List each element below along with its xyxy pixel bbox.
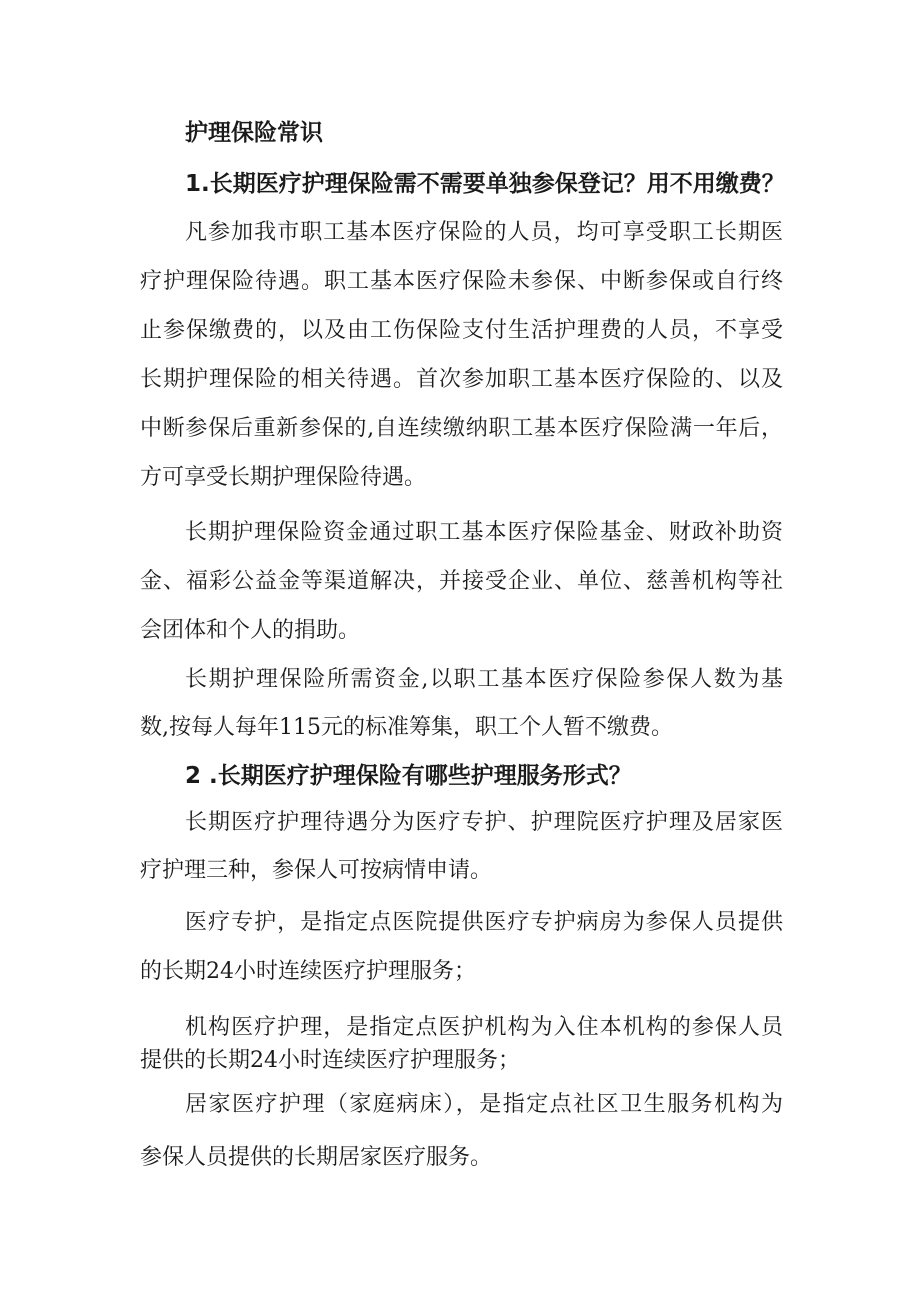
paragraph-line: 疗护理保险待遇。职工基本医疗保险未参保、中断参保或自行终 [140,269,783,294]
paragraph-line: 参保人员提供的长期居家医疗服务。 [140,1145,493,1170]
question-2-heading: 2 .长期医疗护理保险有哪些护理服务形式？ [185,763,632,789]
paragraph-line: 机构医疗护理，是指定点医护机构为入住本机构的参保人员 [185,1015,783,1040]
paragraph-line: 疗护理三种，参保人可按病情申请。 [140,858,493,883]
document-title: 护理保险常识 [185,120,323,146]
paragraph-line: 医疗专护，是指定点医院提供医疗专护病房为参保人员提供 [185,910,783,935]
paragraph-line: 会团体和个人的捐助。 [140,618,361,643]
paragraph-line: 提供的长期24小时连续医疗护理服务； [140,1048,520,1073]
paragraph-line: 中断参保后重新参保的,自连续缴纳职工基本医疗保险满一年后， [140,416,783,441]
paragraph-line: 数,按每人每年115元的标准筹集，职工个人暂不缴费。 [140,715,673,740]
paragraph-line: 凡参加我市职工基本医疗保险的人员，均可享受职工长期医 [185,220,783,245]
paragraph-line: 金、福彩公益金等渠道解决，并接受企业、单位、慈善机构等社 [140,569,783,594]
paragraph-line: 方可享受长期护理保险待遇。 [140,465,427,490]
paragraph-line: 长期医疗护理待遇分为医疗专护、护理院医疗护理及居家医 [185,810,783,835]
question-1-heading: 1.长期医疗护理保险需不需要单独参保登记？用不用缴费？ [185,171,785,197]
paragraph-line: 居家医疗护理（家庭病床），是指定点社区卫生服务机构为 [185,1092,783,1117]
paragraph-line: 长期护理保险的相关待遇。首次参加职工基本医疗保险的、以及 [140,367,783,392]
paragraph-line: 长期护理保险资金通过职工基本医疗保险基金、财政补助资 [185,520,783,545]
paragraph-line: 长期护理保险所需资金,以职工基本医疗保险参保人数为基 [185,667,783,692]
paragraph-line: 的长期24小时连续医疗护理服务； [140,959,476,984]
paragraph-line: 止参保缴费的，以及由工伤保险支付生活护理费的人员，不享受 [140,318,783,343]
